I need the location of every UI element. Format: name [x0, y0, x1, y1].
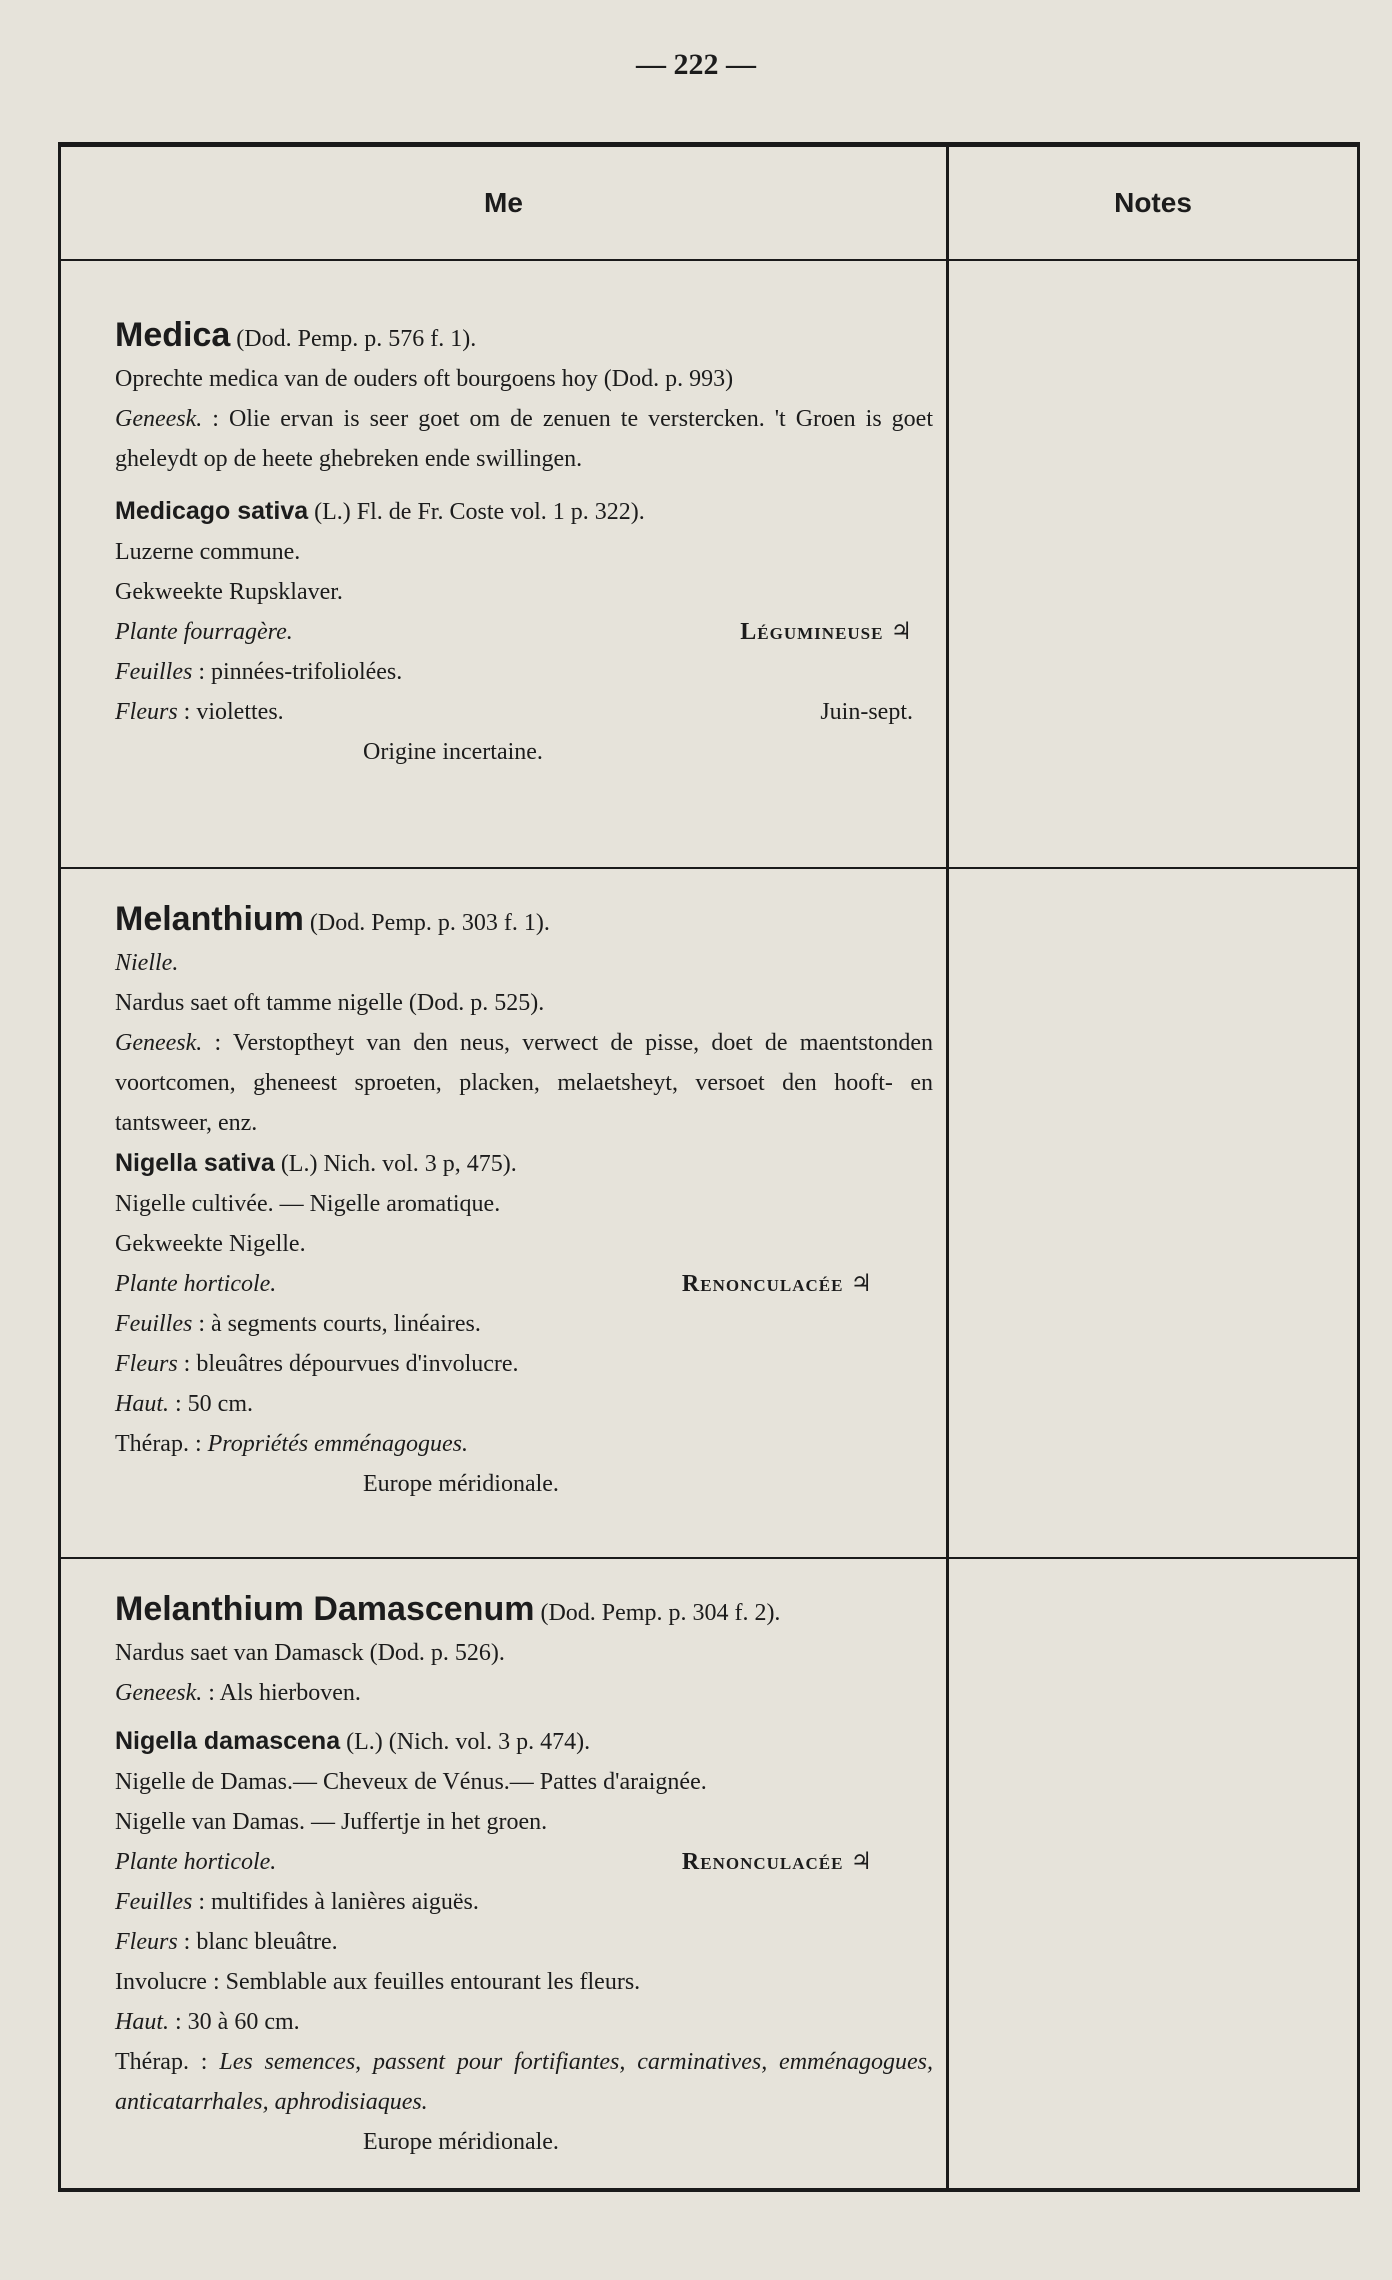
entry-reference: (Dod. Pemp. p. 304 f. 2). — [540, 1600, 781, 1626]
height-label: Haut. — [115, 1391, 169, 1417]
leaves-text: : à segments courts, linéaires. — [198, 1311, 481, 1337]
species-reference: (L.) Nich. vol. 3 p, 475). — [280, 1151, 517, 1177]
therap-label: Thérap. : — [115, 2049, 208, 2075]
dutch-name: Gekweekte Nigelle. — [115, 1231, 306, 1257]
entry-dutch-name: Nardus saet oft tamme nigelle (Dod. p. 525). — [115, 990, 545, 1016]
row-rule — [61, 867, 1357, 869]
leaves-label: Feuilles — [115, 1889, 193, 1915]
leaves-label: Feuilles — [115, 659, 193, 685]
flowers-label: Fleurs — [115, 699, 178, 725]
family-name: Légumineuse ♃ — [740, 619, 913, 645]
french-name: Nigelle de Damas.— Cheveux de Vénus.— Pattes d'araignée. — [115, 1769, 707, 1795]
geneesk-text: : Olie ervan is seer goet om de zenuen te verstercken. 't Groen is goet gheleydt op de heete ghebreken ende swillingen. — [115, 406, 933, 472]
entry-melanthium-damascenum — [83, 1589, 933, 2162]
french-name: Luzerne commune. — [115, 539, 301, 565]
french-name: Nigelle cultivée. — Nigelle aromatique. — [115, 1191, 501, 1217]
entry-genus: Melanthium Damascenum — [115, 1590, 535, 1628]
entry-reference: (Dod. Pemp. p. 303 f. 1). — [309, 910, 550, 936]
height-label: Haut. — [115, 2009, 169, 2035]
geneesk-label: Geneesk. — [115, 1030, 203, 1056]
plant-type: Plante horticole. — [115, 1271, 277, 1297]
header-rule — [61, 259, 1357, 261]
species-name: Nigella damascena — [115, 1727, 341, 1755]
flowers-text: : bleuâtres dépourvues d'involucre. — [183, 1351, 519, 1377]
family-name: Renonculacée ♃ — [681, 1849, 873, 1875]
therap-text: Propriétés emménagogues. — [207, 1431, 469, 1457]
leaves-text: : multifides à lanières aiguës. — [198, 1889, 479, 1915]
entry-reference: (Dod. Pemp. p. 576 f. 1). — [236, 326, 477, 352]
geneesk-text: : Verstoptheyt van den neus, verwect de pisse, doet de maentstonden voortcomen, gheneest sproeten, placken, melaetsheyt, versoet den hooft- en tantsweer, enz. — [115, 1030, 934, 1136]
dutch-name: Nigelle van Damas. — Juffertje in het groen. — [115, 1809, 548, 1835]
row-rule — [61, 1557, 1357, 1559]
height-text: : 30 à 60 cm. — [175, 2009, 300, 2035]
species-name: Medicago sativa — [115, 497, 309, 525]
species-name: Nigella sativa — [115, 1149, 275, 1177]
page-number: — 222 — — [636, 48, 756, 81]
plant-type: Plante fourragère. — [115, 619, 293, 645]
flowers-text: : blanc bleuâtre. — [183, 1929, 338, 1955]
column-header-main: Me — [484, 187, 523, 218]
leaves-text: : pinnées-trifoliolées. — [198, 659, 403, 685]
entry-medica — [83, 315, 933, 772]
column-divider — [946, 147, 949, 2188]
flowering-season: Juin-sept. — [820, 699, 913, 725]
species-reference: (L.) Fl. de Fr. Coste vol. 1 p. 322). — [314, 499, 645, 525]
origin: Origine incertaine. — [363, 739, 543, 765]
flowers-label: Fleurs — [115, 1351, 178, 1377]
leaves-label: Feuilles — [115, 1311, 193, 1337]
entry-dutch-name: Nardus saet van Damasck (Dod. p. 526). — [115, 1640, 505, 1666]
family-name: Renonculacée ♃ — [681, 1271, 873, 1297]
flowers-label: Fleurs — [115, 1929, 178, 1955]
geneesk-label: Geneesk. — [115, 406, 203, 432]
species-reference: (L.) (Nich. vol. 3 p. 474). — [346, 1729, 591, 1755]
geneesk-label: Geneesk. — [115, 1680, 203, 1706]
entry-melanthium — [83, 899, 933, 1504]
flowers-text: : violettes. — [183, 699, 284, 725]
entry-genus: Medica — [115, 316, 231, 354]
plant-type: Plante horticole. — [115, 1849, 277, 1875]
therap-label: Thérap. : — [115, 1431, 202, 1457]
entry-dutch-name: Oprechte medica van de ouders oft bourgoens hoy (Dod. p. 993) — [115, 366, 734, 392]
dutch-name: Gekweekte Rupsklaver. — [115, 579, 343, 605]
entry-alias: Nielle. — [115, 950, 179, 976]
origin: Europe méridionale. — [363, 2129, 559, 2155]
geneesk-text: : Als hierboven. — [208, 1680, 361, 1706]
column-header-notes: Notes — [1114, 187, 1192, 218]
origin: Europe méridionale. — [363, 1471, 559, 1497]
height-text: : 50 cm. — [175, 1391, 253, 1417]
entry-genus: Melanthium — [115, 900, 304, 938]
involucre: Involucre : Semblable aux feuilles entourant les fleurs. — [115, 1969, 641, 1995]
therap-text: Les semences, passent pour fortifiantes, carminatives, emménagogues, anticatarrhales, aphrodisiaques. — [115, 2049, 934, 2115]
herbal-table — [58, 142, 1360, 2192]
